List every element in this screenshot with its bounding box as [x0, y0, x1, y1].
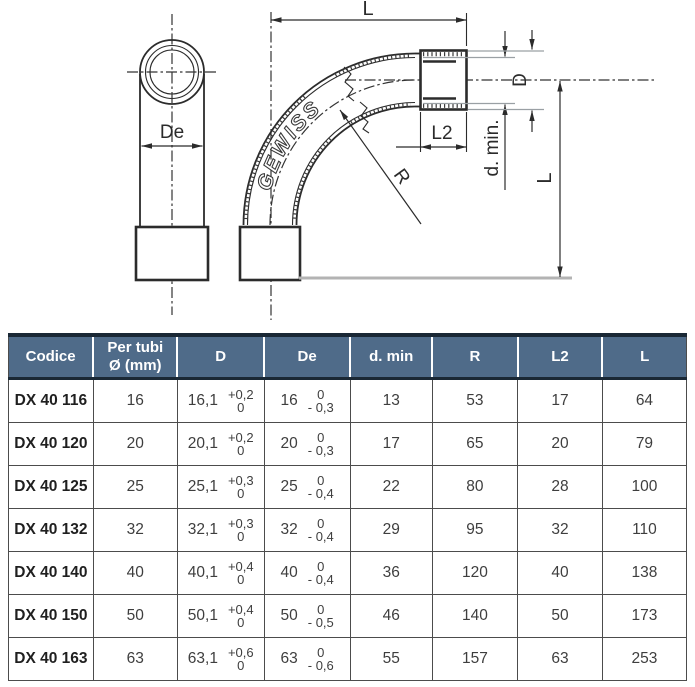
cell-de [264, 552, 350, 595]
cell-r: 65 [432, 423, 517, 466]
d-value: 63,1 [187, 650, 218, 667]
table-header [9, 335, 687, 379]
de-tolerance-upper: 0 [317, 601, 325, 617]
col-header-per-tubi-line2: Ø (mm) [109, 357, 162, 374]
cell-codice: DX 40 163 [9, 638, 94, 681]
col-header-l2: L2 [518, 335, 603, 379]
col-header-d-min: d. min [350, 335, 432, 379]
dim-label-r: R [388, 165, 414, 189]
socket-block-front [136, 227, 208, 280]
table-row [9, 552, 687, 595]
de-tolerance-upper: 0 [317, 472, 325, 488]
cell-l: 79 [602, 423, 686, 466]
de-tolerance-lower: - 0,4 [307, 529, 334, 544]
cell-l2: 40 [518, 552, 603, 595]
cell-l2: 20 [518, 423, 603, 466]
socket-bend-right [421, 51, 467, 110]
cell-l: 173 [602, 595, 686, 638]
cell-per-tubi: 25 [93, 466, 177, 509]
dim-label-de: De [159, 122, 185, 143]
d-value: 40,1 [187, 564, 218, 581]
col-header-r: R [432, 335, 517, 379]
cell-l: 253 [602, 638, 686, 681]
technical-drawing [0, 0, 695, 332]
de-tolerance-upper: 0 [317, 558, 325, 574]
de-tolerance-lower: - 0,3 [307, 400, 334, 415]
cell-de [264, 466, 350, 509]
cell-l2: 17 [518, 379, 603, 423]
d-value: 32,1 [187, 521, 218, 538]
cell-r: 157 [432, 638, 517, 681]
d-tolerance-upper: +0,2 [227, 386, 254, 402]
d-tolerance-lower: 0 [237, 615, 245, 630]
d-tolerance-upper: +0,3 [227, 515, 254, 531]
de-tolerance-upper: 0 [317, 515, 325, 531]
cell-d-min: 13 [350, 379, 432, 423]
de-tolerance-lower: - 0,4 [307, 486, 334, 501]
cell-d [177, 595, 264, 638]
cell-de [264, 638, 350, 681]
d-tolerance-upper: +0,2 [227, 429, 254, 445]
de-value: 20 [280, 435, 298, 452]
col-header-d: D [177, 335, 264, 379]
cell-per-tubi: 20 [93, 423, 177, 466]
de-tolerance-lower: - 0,3 [307, 443, 334, 458]
dim-label-l-top: L [362, 0, 374, 20]
col-header-per-tubi-line1: Per tubi [107, 339, 164, 356]
cell-l: 64 [602, 379, 686, 423]
bend-inner-wall [297, 106, 416, 225]
cell-l2: 32 [518, 509, 603, 552]
d-tolerance-upper: +0,4 [227, 601, 254, 617]
cell-per-tubi: 63 [93, 638, 177, 681]
cell-codice: DX 40 150 [9, 595, 94, 638]
cell-codice: DX 40 132 [9, 509, 94, 552]
d-tolerance-lower: 0 [237, 658, 245, 673]
de-value: 40 [280, 564, 298, 581]
d-tolerance-lower: 0 [237, 400, 245, 415]
cell-per-tubi: 16 [93, 379, 177, 423]
d-value: 50,1 [187, 607, 218, 624]
inner-wall-hatch-lower [295, 138, 332, 218]
cell-de [264, 509, 350, 552]
product-dimensions-table [8, 333, 687, 681]
cell-per-tubi: 32 [93, 509, 177, 552]
cell-r: 95 [432, 509, 517, 552]
d-value: 20,1 [187, 435, 218, 452]
de-value: 25 [280, 478, 298, 495]
de-tolerance-upper: 0 [317, 429, 325, 445]
cell-l: 138 [602, 552, 686, 595]
d-tolerance-lower: 0 [237, 486, 245, 501]
technical-drawing-svg [0, 0, 695, 332]
dim-label-l2: L2 [431, 123, 453, 144]
cell-codice: DX 40 125 [9, 466, 94, 509]
front-view [127, 14, 217, 315]
de-tolerance-upper: 0 [317, 644, 325, 660]
cell-d-min: 46 [350, 595, 432, 638]
cell-l: 110 [602, 509, 686, 552]
cell-d-min: 22 [350, 466, 432, 509]
d-value: 25,1 [187, 478, 218, 495]
de-tolerance-lower: - 0,6 [307, 658, 334, 673]
de-value: 50 [280, 607, 298, 624]
socket-block-bend-bottom [240, 227, 300, 280]
col-header-codice: Codice [9, 335, 94, 379]
cell-d [177, 379, 264, 423]
cell-r: 120 [432, 552, 517, 595]
table-row [9, 466, 687, 509]
cell-codice: DX 40 140 [9, 552, 94, 595]
d-tolerance-upper: +0,4 [227, 558, 254, 574]
bend-view [240, 12, 656, 320]
cell-r: 140 [432, 595, 517, 638]
cell-d [177, 466, 264, 509]
cell-codice: DX 40 120 [9, 423, 94, 466]
cell-l: 100 [602, 466, 686, 509]
de-tolerance-lower: - 0,4 [307, 572, 334, 587]
cell-d-min: 55 [350, 638, 432, 681]
table-row [9, 423, 687, 466]
d-value: 16,1 [187, 392, 218, 409]
dim-label-d: D [510, 73, 531, 87]
de-tolerance-lower: - 0,5 [307, 615, 334, 630]
cell-d-min: 17 [350, 423, 432, 466]
cell-d [177, 552, 264, 595]
dimension-annotations [271, 0, 560, 277]
cell-per-tubi: 40 [93, 552, 177, 595]
table-row [9, 379, 687, 423]
cell-r: 53 [432, 379, 517, 423]
de-value: 63 [280, 650, 298, 667]
de-tolerance-upper: 0 [317, 386, 325, 402]
cell-d-min: 36 [350, 552, 432, 595]
cell-l2: 28 [518, 466, 603, 509]
col-header-de: De [264, 335, 350, 379]
cell-codice: DX 40 116 [9, 379, 94, 423]
dim-label-l-right: L [534, 172, 556, 184]
cell-per-tubi: 50 [93, 595, 177, 638]
spec-table-section [8, 333, 687, 681]
table-row [9, 638, 687, 681]
table-body [9, 379, 687, 681]
table-row [9, 509, 687, 552]
cell-de [264, 595, 350, 638]
d-tolerance-lower: 0 [237, 529, 245, 544]
de-value: 32 [280, 521, 298, 538]
d-tolerance-lower: 0 [237, 443, 245, 458]
cell-d-min: 29 [350, 509, 432, 552]
col-header-per-tubi [93, 335, 177, 379]
cell-l2: 63 [518, 638, 603, 681]
d-tolerance-upper: +0,6 [227, 644, 254, 660]
brand-logo-text: GEWISS [252, 95, 326, 194]
cell-d [177, 423, 264, 466]
cell-de [264, 423, 350, 466]
table-row [9, 595, 687, 638]
cell-d [177, 509, 264, 552]
cell-de [264, 379, 350, 423]
d-tolerance-lower: 0 [237, 572, 245, 587]
de-value: 16 [280, 392, 298, 409]
col-header-l: L [602, 335, 686, 379]
dim-label-dmin: d. min. [482, 119, 503, 177]
radius-line-r [340, 110, 421, 224]
cell-r: 80 [432, 466, 517, 509]
centerline-arc [270, 80, 415, 225]
cell-d [177, 638, 264, 681]
d-tolerance-upper: +0,3 [227, 472, 254, 488]
cell-l2: 50 [518, 595, 603, 638]
